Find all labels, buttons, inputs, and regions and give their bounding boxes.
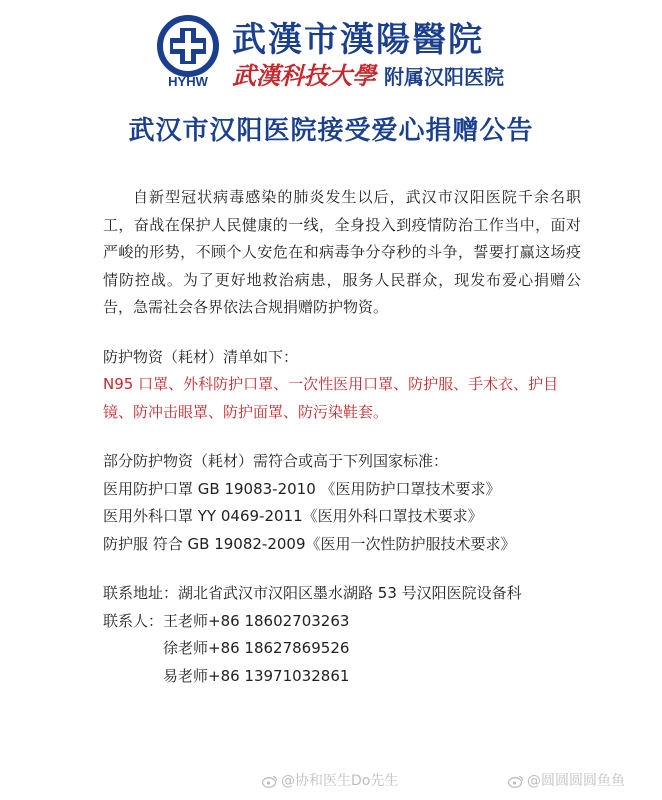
supplies-heading: 防护物资（耗材）清单如下： bbox=[103, 347, 299, 366]
address-row bbox=[103, 580, 581, 608]
contact-label: 联系人： bbox=[103, 611, 164, 630]
announcement-body bbox=[103, 184, 581, 690]
standard-line: 医用外科口罩 YY 0469-2011《医用外科口罩技术要求》 bbox=[103, 507, 483, 525]
supplies-list: N95 口罩、外科防护口罩、一次性医用口罩、防护服、手术衣、护目镜、防冲击眼罩、防护面罩、防污染鞋套。 bbox=[103, 375, 559, 421]
university-name: 武漢科技大學 bbox=[232, 61, 376, 90]
weibo-icon bbox=[262, 774, 278, 788]
contact-person: 易老师+86 13971032861 bbox=[163, 666, 350, 685]
watermark-right bbox=[508, 770, 625, 790]
page-title: 武汉市汉阳医院接受爱心捐赠公告 bbox=[128, 116, 534, 146]
contact-row bbox=[103, 635, 581, 663]
watermark-text: @圆圆圆圆鱼鱼 bbox=[527, 773, 625, 789]
watermark-left bbox=[262, 770, 398, 790]
logo-text: HYHW bbox=[168, 74, 208, 89]
hospital-logo bbox=[150, 14, 226, 90]
standard-line: 医用防护口罩 GB 19083-2010 《医用防护口罩技术要求》 bbox=[103, 479, 501, 498]
contact-person: 徐老师+86 18627869526 bbox=[163, 639, 350, 657]
intro-paragraph: 自新型冠状病毒感染的肺炎发生以后，武汉市汉阳医院千余名职工，奋战在保护人民健康的一线，全身投入到疫情防治工作当中，面对严峻的形势，不顾个人安危在和病毒争分夺秒的斗争，誓要打赢这场疫情防控战。为了更好地救治病患，服务人民群众，现发布爱心捐赠公告，急需社会各界依法合规捐赠防护物资。 bbox=[103, 188, 581, 316]
hospital-name: 武漢市漢陽醫院 bbox=[232, 20, 484, 60]
weibo-icon bbox=[508, 774, 524, 788]
watermark-text: @协和医生Do先生 bbox=[281, 773, 399, 789]
standards-heading: 部分防护物资（耗材）需符合或高于下列国家标准： bbox=[103, 452, 449, 470]
affiliated-label: 附属汉阳医院 bbox=[384, 65, 504, 89]
contact-person: 王老师+86 18602703263 bbox=[163, 611, 350, 630]
contact-row bbox=[103, 663, 581, 691]
standard-line: 防护服 符合 GB 19082-2009《医用一次性防护服技术要求》 bbox=[103, 534, 516, 553]
affiliation-line bbox=[232, 56, 504, 91]
address-label: 联系地址： bbox=[103, 584, 179, 602]
address-value: 湖北省武汉市汉阳区墨水湖路 53 号汉阳医院设备科 bbox=[178, 584, 522, 602]
contact-row bbox=[103, 608, 581, 636]
